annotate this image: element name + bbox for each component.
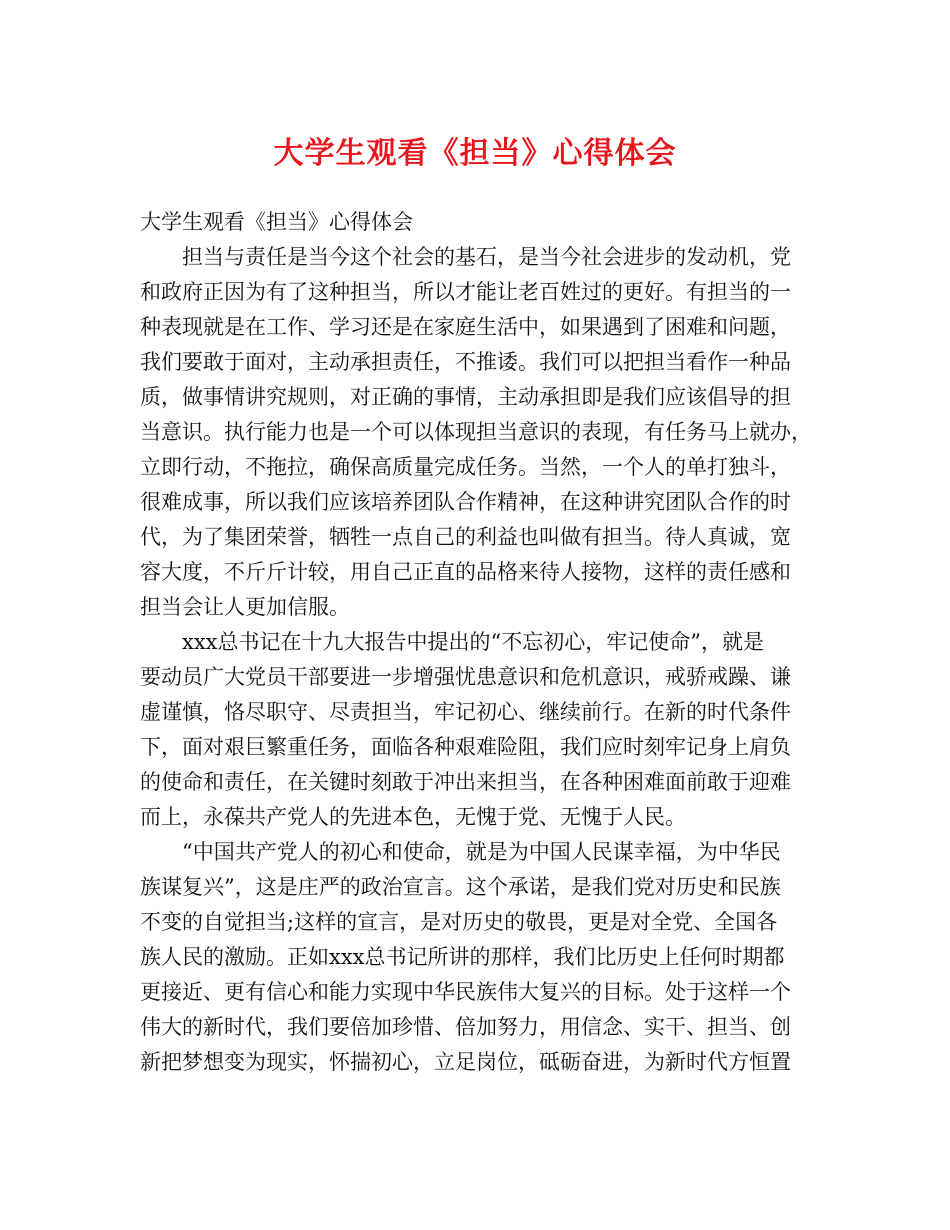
paragraph-1 (140, 240, 815, 625)
text-line: 要动员广大党员干部要进一步增强忧患意识和危机意识，戒骄戒躁、谦 (140, 665, 791, 689)
paragraph-2 (140, 625, 815, 835)
text-line: 担当会让人更加信服。 (140, 595, 350, 619)
text-line: 种表现就是在工作、学习还是在家庭生活中，如果遇到了困难和问题， (140, 315, 791, 339)
text-line: 质，做事情讲究规则，对正确的事情，主动承担即是我们应该倡导的担 (140, 385, 791, 409)
text-line: 更接近、更有信心和能力实现中华民族伟大复兴的目标。处于这样一个 (140, 980, 791, 1004)
subtitle-line: 大学生观看《担当》心得体会 (140, 210, 413, 234)
text-line: 伟大的新时代，我们要倍加珍惜、倍加努力，用信念、实干、担当、创 (140, 1015, 791, 1039)
text-line: 族谋复兴”，这是庄严的政治宣言。这个承诺，是我们党对历史和民族 (140, 875, 781, 899)
text-line: 担当与责任是当今这个社会的基石，是当今社会进步的发动机，党 (182, 245, 791, 269)
text-line: 很难成事，所以我们应该培养团队合作精神，在这种讲究团队合作的时 (140, 490, 791, 514)
text-line: 立即行动，不拖拉，确保高质量完成任务。当然，一个人的单打独斗， (140, 455, 791, 479)
text-line: 族人民的激励。正如xxx总书记所讲的那样，我们比历史上任何时期都 (140, 945, 785, 969)
text-line: 不变的自觉担当;这样的宣言，是对历史的敬畏，更是对全党、全国各 (140, 910, 778, 934)
text-line: 虚谨慎，恪尽职守、尽责担当，牢记初心、继续前行。在新的时代条件 (140, 700, 791, 724)
text-line: 代，为了集团荣誉，牺牲一点自己的利益也叫做有担当。待人真诚，宽 (140, 525, 791, 549)
document-subtitle (140, 205, 815, 240)
document-title: 大学生观看《担当》心得体会 (273, 136, 677, 171)
text-line: 的使命和责任，在关键时刻敢于冲出来担当，在各种困难面前敢于迎难 (140, 770, 791, 794)
text-line: 容大度，不斤斤计较，用自己正直的品格来待人接物，这样的责任感和 (140, 560, 791, 584)
text-line: 当意识。执行能力也是一个可以体现担当意识的表现，有任务马上就办， (140, 420, 812, 444)
text-line: 下，面对艰巨繁重任务，面临各种艰难险阻，我们应时刻牢记身上肩负 (140, 735, 791, 759)
text-line: 而上，永葆共产党人的先进本色，无愧于党、无愧于人民。 (140, 805, 686, 829)
text-line: xxx总书记在十九大报告中提出的“不忘初心，牢记使命”，就是 (182, 630, 764, 654)
text-line: 新把梦想变为现实，怀揣初心，立足岗位，砥砺奋进，为新时代方恒置 (140, 1050, 791, 1074)
document-body (140, 205, 815, 1080)
text-line: 和政府正因为有了这种担当，所以才能让老百姓过的更好。有担当的一 (140, 280, 791, 304)
text-line: 我们要敢于面对，主动承担责任，不推诿。我们可以把担当看作一种品 (140, 350, 791, 374)
paragraph-3 (140, 835, 815, 1080)
text-line: “中国共产党人的初心和使命，就是为中国人民谋幸福，为中华民 (182, 840, 781, 864)
